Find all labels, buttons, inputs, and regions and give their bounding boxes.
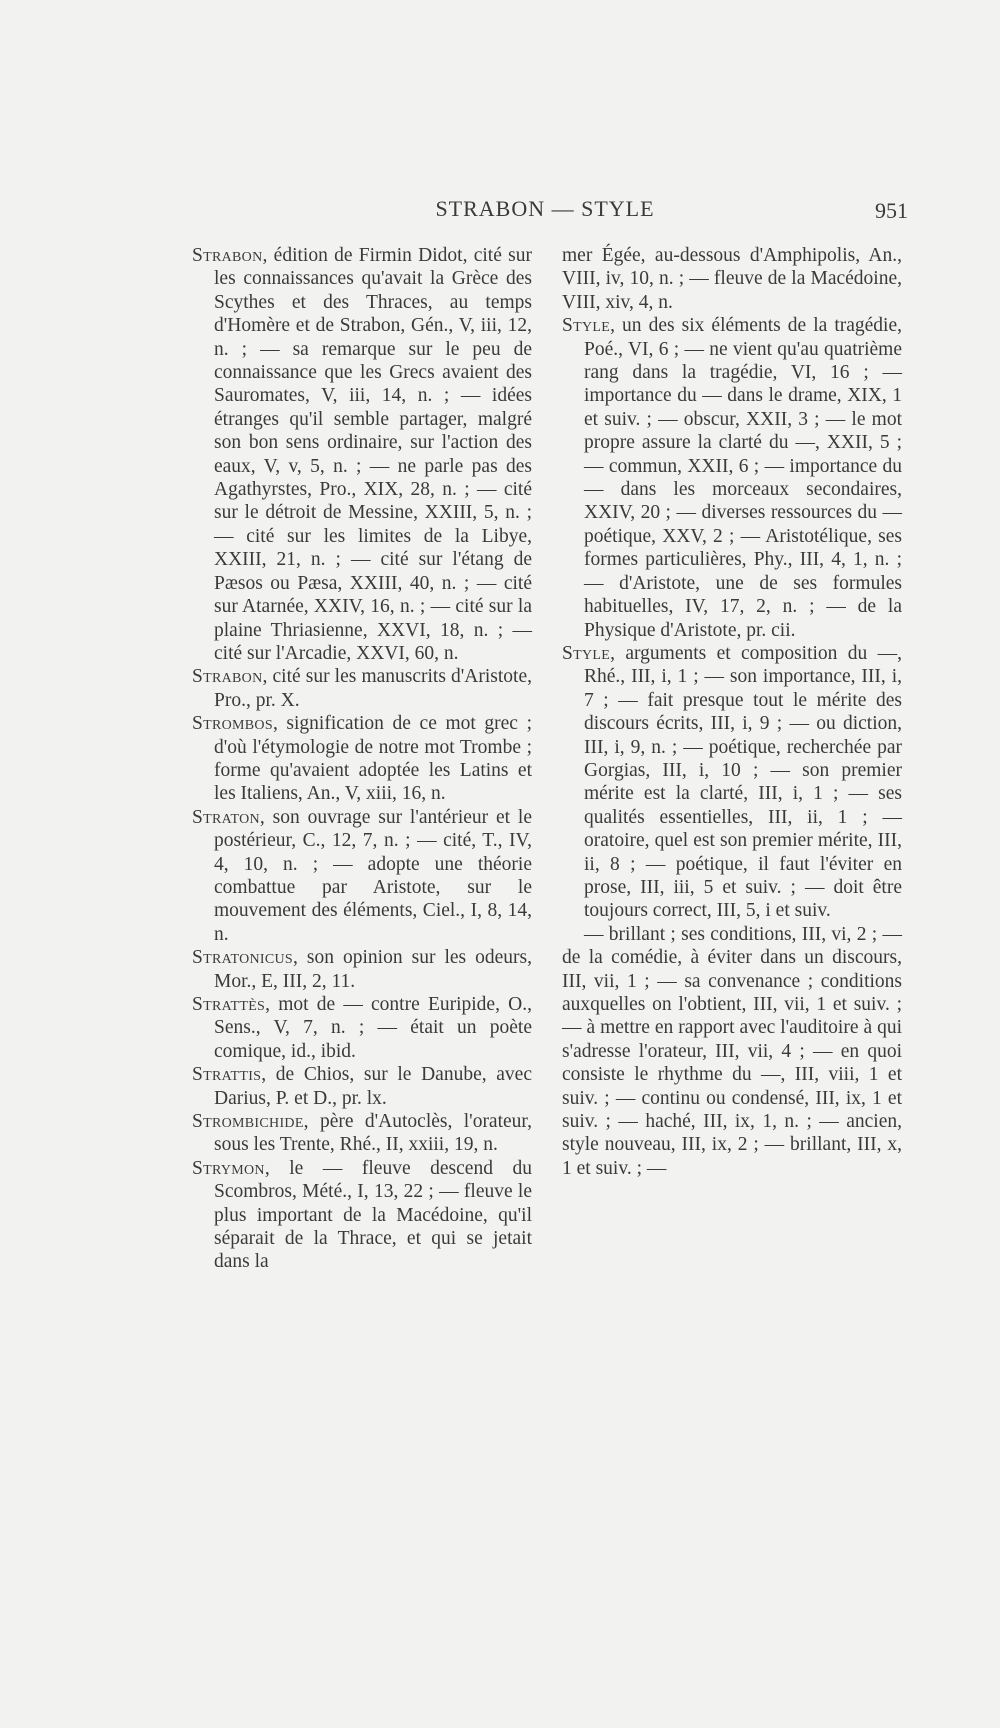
index-entry	[192, 1157, 532, 1274]
index-entry	[192, 946, 532, 993]
index-entry	[192, 665, 532, 712]
page-number: 951	[875, 198, 908, 223]
entry-text: , arguments et composition du —, Rhé., III, i, 1 ; — son importance, III, i, 7 ; — fait presque tout le mérite des discours écrits, III, i, 9 ; — ou diction, III, i, 9, n. ; — poétique, recherchée par Gorgias, III, i, 10 ; — son premier mérite est la clarté, III, i, 1 ; — ses qualités essentielles, III, ii, 1 ; — oratoire, quel est son premier mérite, III, ii, 8 ; — poétique, il faut l'éviter en prose, III, iii, 5 et suiv. ; — doit être toujours correct, III, 5, i et suiv.	[584, 642, 902, 922]
index-entry	[192, 806, 532, 946]
entry-text: , cité sur les manuscrits d'Aristote, Pro., pr. X.	[214, 666, 532, 711]
entry-headword: Straton	[192, 806, 260, 828]
index-entry	[562, 642, 902, 923]
entry-headword: Strabon	[192, 245, 263, 266]
entry-text: , signification de ce mot grec ; d'où l'étymologie de notre mot Trombe ; forme qu'avaient adoptée les Latins et les Italiens, An., V, xiii, 16, n.	[214, 713, 532, 805]
entry-headword: Strattis	[192, 1064, 262, 1086]
entry-headword: Strombos	[192, 713, 273, 735]
entry-text: , le — fleuve descend du Scombros, Mété., I, 13, 22 ; — fleuve le plus important de la Macédoine, qu'il séparait de la Thrace, et qui se jetait dans la	[214, 1157, 532, 1273]
right-column	[562, 244, 902, 1180]
entry-text: mer Égée, au-dessous d'Amphipolis, An., VIII, iv, 10, n. ; — fleuve de la Macédoine, VIII, xiv, 4, n.	[562, 245, 902, 313]
entry-text: , de Chios, sur le Danube, avec Darius, P. et D., pr. lx.	[214, 1064, 532, 1109]
left-column	[192, 244, 532, 1274]
index-entry-continuation	[562, 244, 902, 314]
entry-text: — brillant ; ses conditions, III, vi, 2 ; — de la comédie, à éviter dans un discours, III, vii, 1 ; — sa convenance ; conditions auxquelles on l'obtient, III, vii, 1 et suiv. ; — à mettre en rapport avec l'auditoire à qui s'adresse l'orateur, III, vii, 4 ; — en quoi consiste le rhythme du —, III, viii, 1 et suiv. ; — continu ou condensé, III, ix, 1 et suiv. ; — haché, III, ix, 1, n. ; — ancien, style nouveau, III, ix, 2 ; — brillant, III, x, 1 et suiv. ; —	[562, 923, 902, 1179]
entry-text: , son opinion sur les odeurs, Mor., E, III, 2, 11.	[214, 947, 532, 992]
index-entry	[192, 712, 532, 806]
entry-headword: Strabon	[192, 666, 263, 688]
entry-headword: Style	[562, 315, 611, 337]
index-entry	[562, 314, 902, 642]
entry-text: , son ouvrage sur l'antérieur et le postérieur, C., 12, 7, n. ; — cité, T., IV, 4, 10, n. ; — adopte une théorie combattue par Aristote, sur le mouvement des éléments, Ciel., I, 8, 14, n.	[214, 806, 532, 945]
running-head	[190, 196, 908, 232]
index-entry	[192, 1063, 532, 1110]
entry-text: , père d'Autoclès, l'orateur, sous les Trente, Rhé., II, xxiii, 19, n.	[214, 1111, 532, 1156]
entry-headword: Style	[562, 642, 611, 664]
index-entry-continuation	[562, 923, 902, 1180]
entry-text: , édition de Firmin Didot, cité sur les connaissances qu'avait la Grèce des Scythes et des Thraces, au temps d'Homère et de Strabon, Gén., V, iii, 12, n. ; — sa remarque sur le peu de connaissance que les Grecs avaient des Sauromates, V, iii, 14, n. ; — idées étranges qu'il semble partager, malgré son bon sens ordinaire, sur l'action des eaux, V, v, 5, n. ; — ne parle pas des Agathyrstes, Pro., XIX, 28, n. ; — cité sur le détroit de Messine, XXIII, 5, n. ; — cité sur les limites de la Libye, XXIII, 21, n. ; — cité sur l'étang de Pæsos ou Pæsa, XXIII, 40, n. ; — cité sur Atarnée, XXIV, 16, n. ; — cité sur la plaine Thriasienne, XXVI, 18, n. ; — cité sur l'Arcadie, XXVI, 60, n.	[214, 245, 532, 664]
entry-headword: Stratonicus	[192, 947, 294, 969]
entry-headword: Strombichide	[192, 1111, 304, 1133]
entry-text: , un des six éléments de la tragédie, Poé., VI, 6 ; — ne vient qu'au quatrième rang dans la tragédie, VI, 16 ; — importance du — dans le drame, XIX, 1 et suiv. ; — obscur, XXII, 3 ; — le mot propre assure la clarté du —, XXII, 5 ; — commun, XXII, 6 ; — importance du — dans les morceaux secondaires, XXIV, 20 ; — diverses ressources du — poétique, XXV, 2 ; — Aristotélique, ses formes particulières, Phy., III, 4, 1, n. ; — d'Aristote, une de ses formules habituelles, IV, 17, 2, n. ; — de la Physique d'Aristote, pr. cii.	[584, 315, 902, 641]
entry-text: , mot de — contre Euripide, O., Sens., V, 7, n. ; — était un poète comique, id., ibid.	[214, 994, 532, 1062]
entry-headword: Strymon	[192, 1157, 265, 1179]
index-entry	[192, 244, 532, 665]
running-head-title: STRABON — STYLE	[435, 196, 655, 221]
index-entry	[192, 993, 532, 1063]
index-entry	[192, 1110, 532, 1157]
entry-headword: Strattès	[192, 994, 266, 1015]
